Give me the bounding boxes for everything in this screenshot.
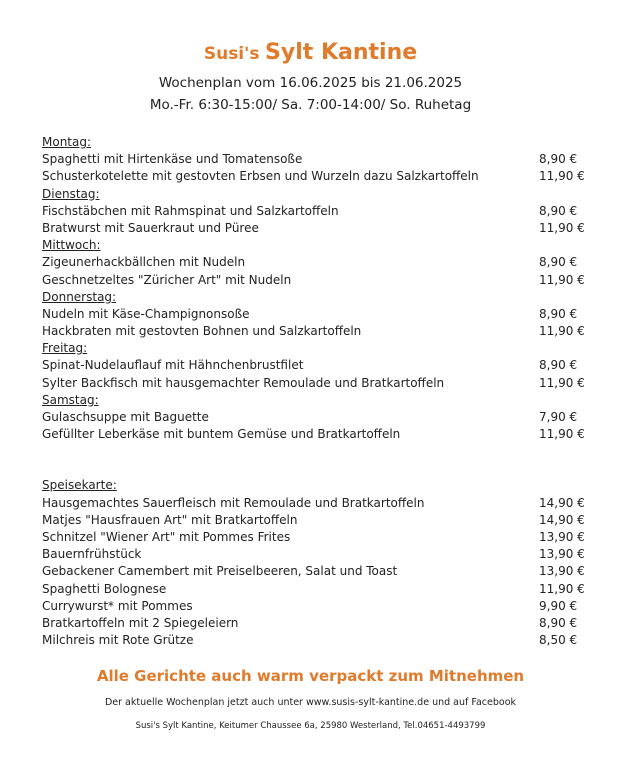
dish-price: 11,90 €	[539, 272, 585, 287]
takeaway-tagline: Alle Gerichte auch warm verpackt zum Mitnehmen	[96, 667, 525, 685]
dish-name: Sylter Backfisch mit hausgemachter Remoulade und Bratkartoffeln	[42, 375, 445, 390]
menu-item	[42, 546, 587, 563]
dish-name: Bauernfrühstück	[42, 547, 142, 562]
dish-name: Zigeunerhackbällchen mit Nudeln	[42, 255, 246, 270]
dish-price: 14,90 €	[539, 512, 585, 527]
dish-price: 11,90 €	[539, 220, 585, 235]
menu-item	[42, 375, 587, 392]
dish-name: Fischstäbchen mit Rahmspinat und Salzkartoffeln	[42, 203, 339, 218]
dish-name: Schusterkotelette mit gestovten Erbsen und Wurzeln dazu Salzkartoffeln	[42, 169, 479, 184]
dish-price: 8,50 €	[539, 633, 578, 648]
title-big: Sylt Kantine	[265, 40, 418, 65]
address-line: Susi's Sylt Kantine, Keitumer Chaussee 6a, 25980 Westerland, Tel.04651-4493799	[135, 721, 486, 731]
dish-name: Nudeln mit Käse-Champignonsoße	[42, 306, 250, 321]
dish-name: Spaghetti Bolognese	[42, 581, 167, 596]
menu-list	[42, 134, 587, 649]
menu-item	[42, 495, 587, 512]
day-heading-dienstag: Dienstag:	[42, 186, 100, 201]
dish-name: Matjes "Hausfrauen Art" mit Bratkartoffeln	[42, 512, 298, 527]
dish-price: 7,90 €	[539, 410, 578, 424]
menu-item	[42, 529, 587, 546]
day-heading-freitag: Freitag:	[42, 341, 88, 356]
day-heading-samstag: Samstag:	[42, 392, 99, 407]
menu-item	[42, 323, 587, 340]
dish-name: Currywurst* mit Pommes	[42, 598, 193, 613]
menu-item	[42, 598, 587, 615]
dish-name: Gulaschsuppe mit Baguette	[42, 410, 209, 424]
menu-item	[42, 426, 587, 443]
section-gap	[42, 443, 587, 477]
dish-name: Gebackener Camembert mit Preiselbeeren, Salat und Toast	[42, 564, 398, 579]
dish-price: 11,90 €	[539, 324, 585, 339]
dish-name: Hausgemachtes Sauerfleisch mit Remoulade und Bratkartoffeln	[42, 495, 425, 510]
dish-price: 8,90 €	[539, 615, 578, 630]
dish-name: Bratwurst mit Sauerkraut und Püree	[42, 220, 259, 235]
menu-item	[42, 632, 587, 649]
dish-price: 13,90 €	[539, 564, 585, 579]
menu-item	[42, 151, 587, 168]
dish-name: Spaghetti mit Hirtenkäse und Tomatensoße	[42, 152, 303, 167]
menu-item	[42, 357, 587, 374]
opening-hours: Mo.-Fr. 6:30-15:00/ Sa. 7:00-14:00/ So. Ruhetag	[149, 97, 472, 113]
speisekarte-heading: Speisekarte:	[42, 478, 117, 493]
dish-price: 14,90 €	[539, 495, 585, 510]
dish-price: 8,90 €	[539, 203, 578, 218]
dish-name: Hackbraten mit gestovten Bohnen und Salzkartoffeln	[42, 324, 362, 339]
page-title	[0, 40, 621, 65]
menu-item	[42, 615, 587, 632]
website-note: Der aktuelle Wochenplan jetzt auch unter www.susis-sylt-kantine.de und auf Facebook	[104, 697, 517, 708]
menu-item	[42, 581, 587, 598]
dish-price: 8,90 €	[539, 255, 578, 270]
dish-price: 8,90 €	[539, 152, 578, 167]
title-small: Susi's	[203, 44, 260, 64]
dish-price: 13,90 €	[539, 529, 585, 544]
menu-item	[42, 168, 587, 185]
dish-name: Spinat-Nudelauflauf mit Hähnchenbrustfilet	[42, 358, 304, 373]
dish-price: 11,90 €	[539, 581, 585, 596]
week-range: Wochenplan vom 16.06.2025 bis 21.06.2025	[158, 75, 463, 91]
menu-item	[42, 272, 587, 289]
dish-price: 8,90 €	[539, 358, 578, 373]
dish-price: 11,90 €	[539, 375, 585, 390]
dish-name: Milchreis mit Rote Grütze	[42, 633, 194, 648]
dish-price: 11,90 €	[539, 427, 585, 442]
dish-price: 13,90 €	[539, 547, 585, 562]
dish-name: Bratkartoffeln mit 2 Spiegeleiern	[42, 615, 239, 630]
menu-item	[42, 512, 587, 529]
dish-price: 8,90 €	[539, 306, 578, 321]
menu-item	[42, 306, 587, 323]
day-heading-donnerstag: Donnerstag:	[42, 289, 117, 304]
dish-price: 11,90 €	[539, 169, 585, 184]
menu-item	[42, 563, 587, 580]
dish-name: Schnitzel "Wiener Art" mit Pommes Frites	[42, 529, 291, 544]
day-heading-montag: Montag:	[42, 135, 92, 149]
dish-name: Geschnetzeltes "Züricher Art" mit Nudeln	[42, 272, 292, 287]
dish-name: Gefüllter Leberkäse mit buntem Gemüse und Bratkartoffeln	[42, 427, 401, 442]
day-heading-mittwoch: Mittwoch:	[42, 238, 101, 253]
menu-item	[42, 220, 587, 237]
menu-item	[42, 203, 587, 220]
menu-item	[42, 409, 587, 426]
menu-item	[42, 254, 587, 271]
dish-price: 9,90 €	[539, 598, 578, 613]
